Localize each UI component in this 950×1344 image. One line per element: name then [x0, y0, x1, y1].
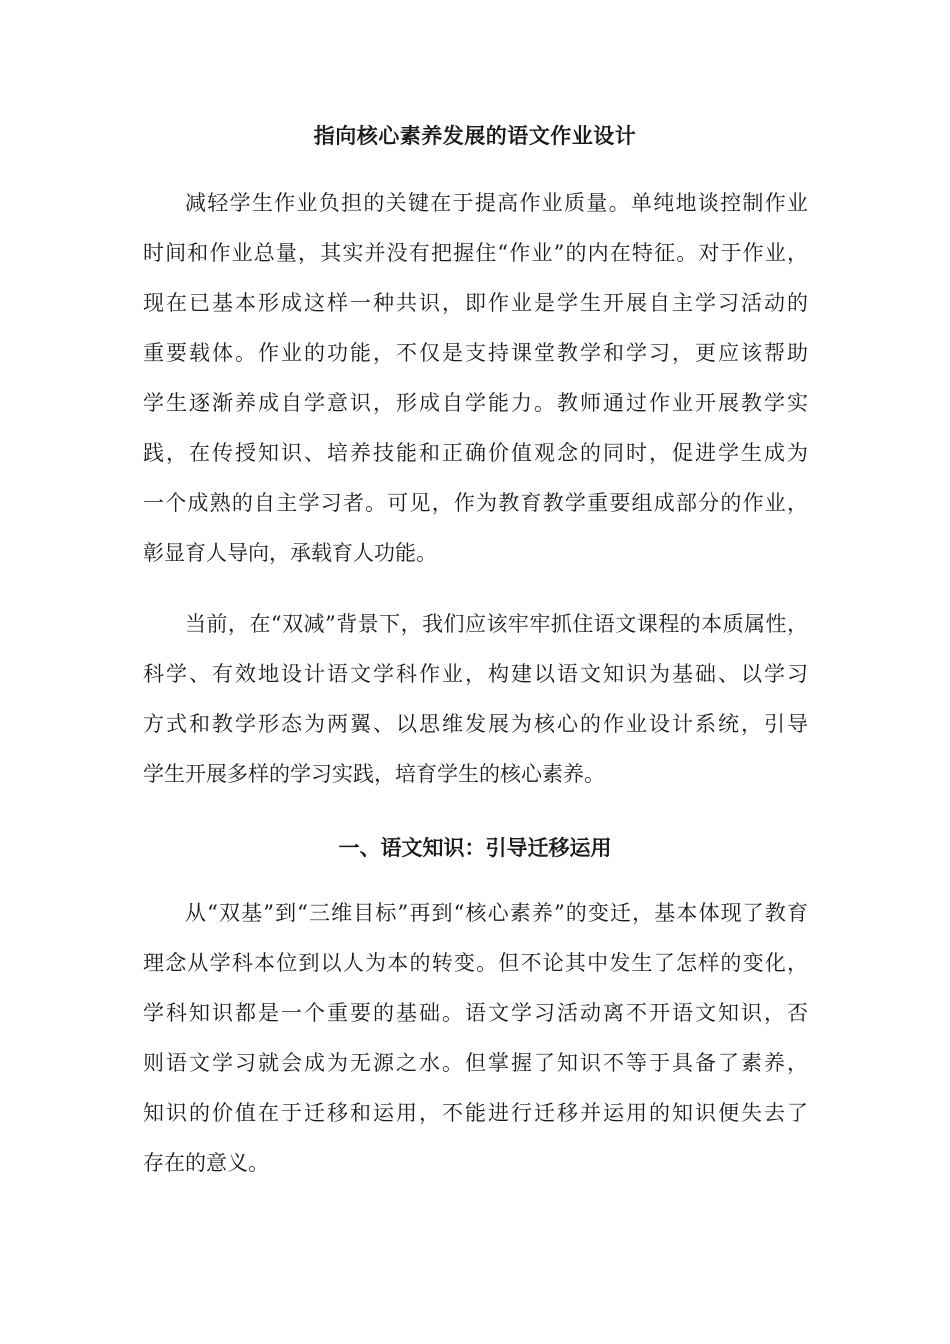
paragraph-line: 学生逐渐养成自学意识，形成自学能力。教师通过作业开展教学实	[143, 391, 808, 415]
paragraph-line: 一个成熟的自主学习者。可见，作为教育教学重要组成部分的作业，	[143, 491, 808, 515]
paragraph-line: 知识的价值在于迁移和运用，不能进行迁移并运用的知识便失去了	[143, 1101, 808, 1125]
paragraph-line: 重要载体。作业的功能，不仅是支持课堂教学和学习，更应该帮助	[143, 341, 808, 365]
paragraph-line: 当前，在“双减”背景下，我们应该牢牢抓住语文课程的本质属性，	[185, 612, 808, 636]
paragraph-line: 现在已基本形成这样一种共识，即作业是学生开展自主学习活动的	[143, 291, 808, 315]
paragraph-line: 学生开展多样的学习实践，培育学生的核心素养。	[143, 762, 605, 786]
document-title: 指向核心素养发展的语文作业设计	[313, 124, 637, 148]
paragraph-line: 减轻学生作业负担的关键在于提高作业质量。单纯地谈控制作业	[185, 191, 808, 215]
paragraph-section-body	[143, 888, 808, 1188]
paragraph-line: 彰显育人导向，承载育人功能。	[143, 541, 437, 565]
paragraph-line: 存在的意义。	[143, 1151, 269, 1175]
paragraph-line: 科学、有效地设计语文学科作业，构建以语文知识为基础、以学习	[143, 662, 808, 686]
paragraph-line: 学科知识都是一个重要的基础。语文学习活动离不开语文知识，否	[143, 1001, 808, 1025]
paragraph-line: 从“双基”到“三维目标”再到“核心素养”的变迁，基本体现了教育	[185, 901, 808, 925]
paragraph-line: 践，在传授知识、培养技能和正确价值观念的同时，促进学生成为	[143, 441, 808, 465]
paragraph-intro	[143, 178, 808, 578]
paragraph-line: 则语文学习就会成为无源之水。但掌握了知识不等于具备了素养，	[143, 1051, 808, 1075]
paragraph-line: 理念从学科本位到以人为本的转变。但不论其中发生了怎样的变化，	[143, 951, 808, 975]
section-heading: 一、语文知识：引导迁移运用	[338, 836, 612, 860]
paragraph-line: 时间和作业总量，其实并没有把握住“作业”的内在特征。对于作业，	[143, 241, 808, 265]
paragraph-double-reduction	[143, 599, 808, 799]
paragraph-line: 方式和教学形态为两翼、以思维发展为核心的作业设计系统，引导	[143, 712, 808, 736]
